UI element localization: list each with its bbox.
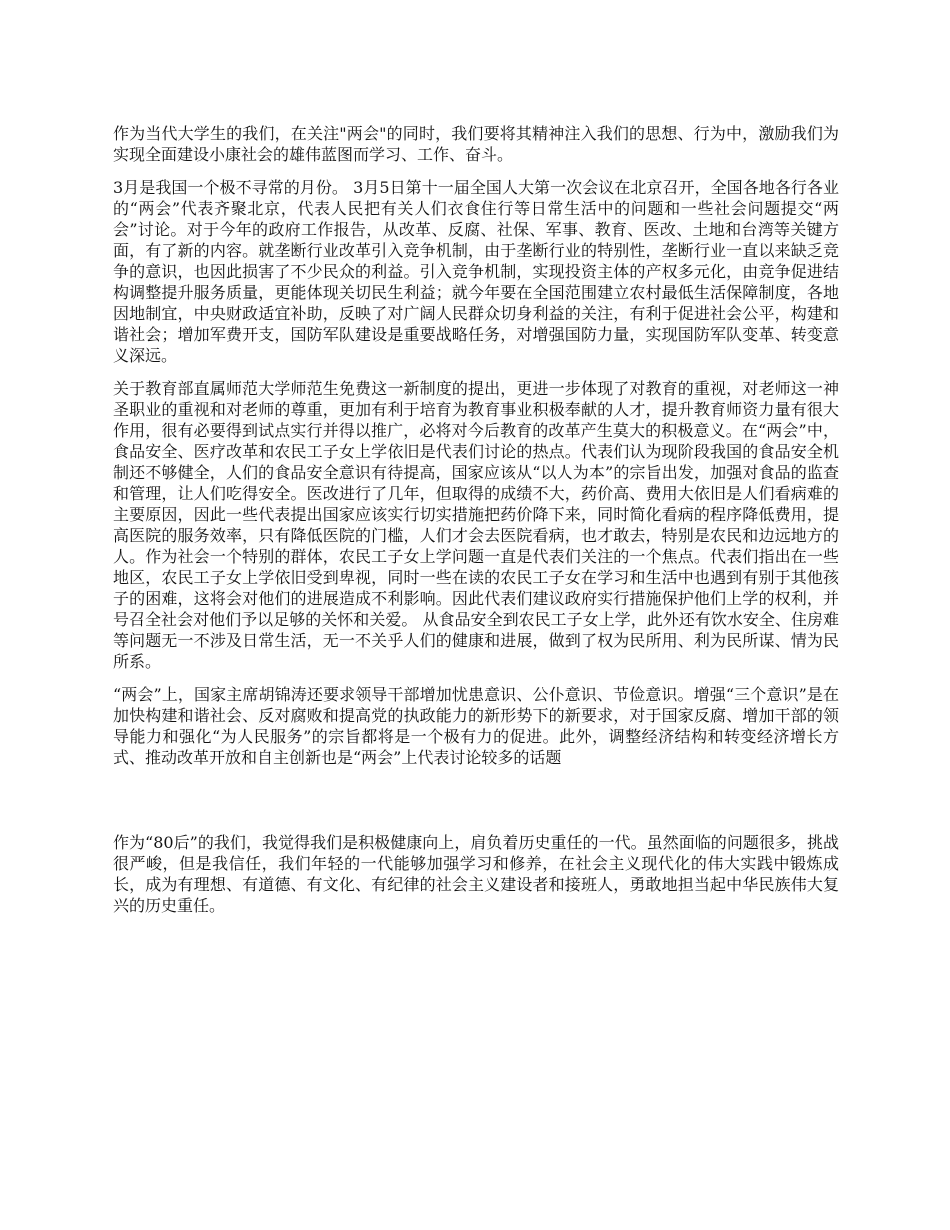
paragraph-intro: 作为当代大学生的我们，在关注"两会"的同时，我们要将其精神注入我们的思想、行为中，激励我们为实现全面建设小康社会的雄伟蓝图而学习、工作、奋斗。 [113,124,839,164]
paragraph-education: 关于教育部直属师范大学师范生免费这一新制度的提出，更进一步体现了对教育的重视，对老师这一神圣职业的重视和对老师的尊重，更加有利于培育为教育事业积极奉献的人才，提升教育师资力量有很大作用，很有必要得到试点实行并得以推广，必将对今后教育的改革产生莫大的积极意义。在“两会”中，食品安全、医疗改革和农民工子女上学依旧是代表们讨论的热点。代表们认为现阶段我国的食品安全机制还不够健全，人们的食品安全意识有待提高，国家应该从“以人为本”的宗旨出发，加强对食品的监查和管理，让人们吃得安全。医改进行了几年，但取得的成绩不大，药价高、费用大依旧是人们看病难的主要原因，因此一些代表提出国家应该实行切实措施把药价降下来，同时简化看病的程序降低费用，提高医院的服务效率，只有降低医院的门槛，人们才会去医院看病，也才敢去，特别是农民和边远地方的人。作为社会一个特别的群体，农民工子女上学问题一直是代表们关注的一个焦点。代表们指出在一些地区，农民工子女上学依旧受到卑视，同时一些在读的农民工子女在学习和生活中也遇到有别于其他孩子的困难，这将会对他们的进展造成不利影响。因此代表们建议政府实行措施保护他们上学的权利，并号召全社会对他们予以足够的关怀和关爱。 从食品安全到农民工子女上学，此外还有饮水安全、住房难等问题无一不涉及日常生活，无一不关乎人们的健康和进展，做到了权为民所用、利为民所谋、情为民所系。 [113,379,839,671]
paragraph-three-awareness: “两会”上，国家主席胡锦涛还要求领导干部增加忧患意识、公仆意识、节俭意识。增强“三个意识”是在加快构建和谐社会、反对腐败和提高党的执政能力的新形势下的新要求，对于国家反腐、增加干部的领导能力和强化“为人民服务”的宗旨都将是一个极有力的促进。此外，调整经济结构和转变经济增长方式、推动改革开放和自主创新也是“两会”上代表讨论较多的话题 [113,685,839,767]
paragraph-march-session: 3月是我国一个极不寻常的月份。 3月5日第十一届全国人大第一次会议在北京召开，全国各地各行各业的“两会”代表齐聚北京，代表人民把有关人们衣食住行等日常生活中的问题和一些社会问题提交“两会”讨论。对于今年的政府工作报告，从改革、反腐、社保、军事、教育、医改、土地和台湾等关键方面，有了新的内容。就垄断行业改革引入竞争机制，由于垄断行业的特别性，垄断行业一直以来缺乏竞争的意识，也因此损害了不少民众的利益。引入竞争机制，实现投资主体的产权多元化，由竞争促进结构调整提升服务质量，更能体现关切民生利益；就今年要在全国范围建立农村最低生活保障制度，各地因地制宜，中央财政适宜补助，反映了对广阔人民群众切身利益的关注，有利于促进社会公平，构建和谐社会；增加军费开支，国防军队建设是重要战略任务，对增强国防力量，实现国防军队变革、转变意义深远。 [113,178,839,365]
paragraph-post-80s: 作为“80后”的我们，我觉得我们是积极健康向上，肩负着历史重任的一代。虽然面临的问题很多，挑战很严峻，但是我信任，我们年轻的一代能够加强学习和修养，在社会主义现代化的伟大实践中锻炼成长，成为有理想、有道德、有文化、有纪律的社会主义建设者和接班人，勇敢地担当起中华民族伟大复兴的历史重任。 [113,833,839,915]
document-body [113,123,839,928]
